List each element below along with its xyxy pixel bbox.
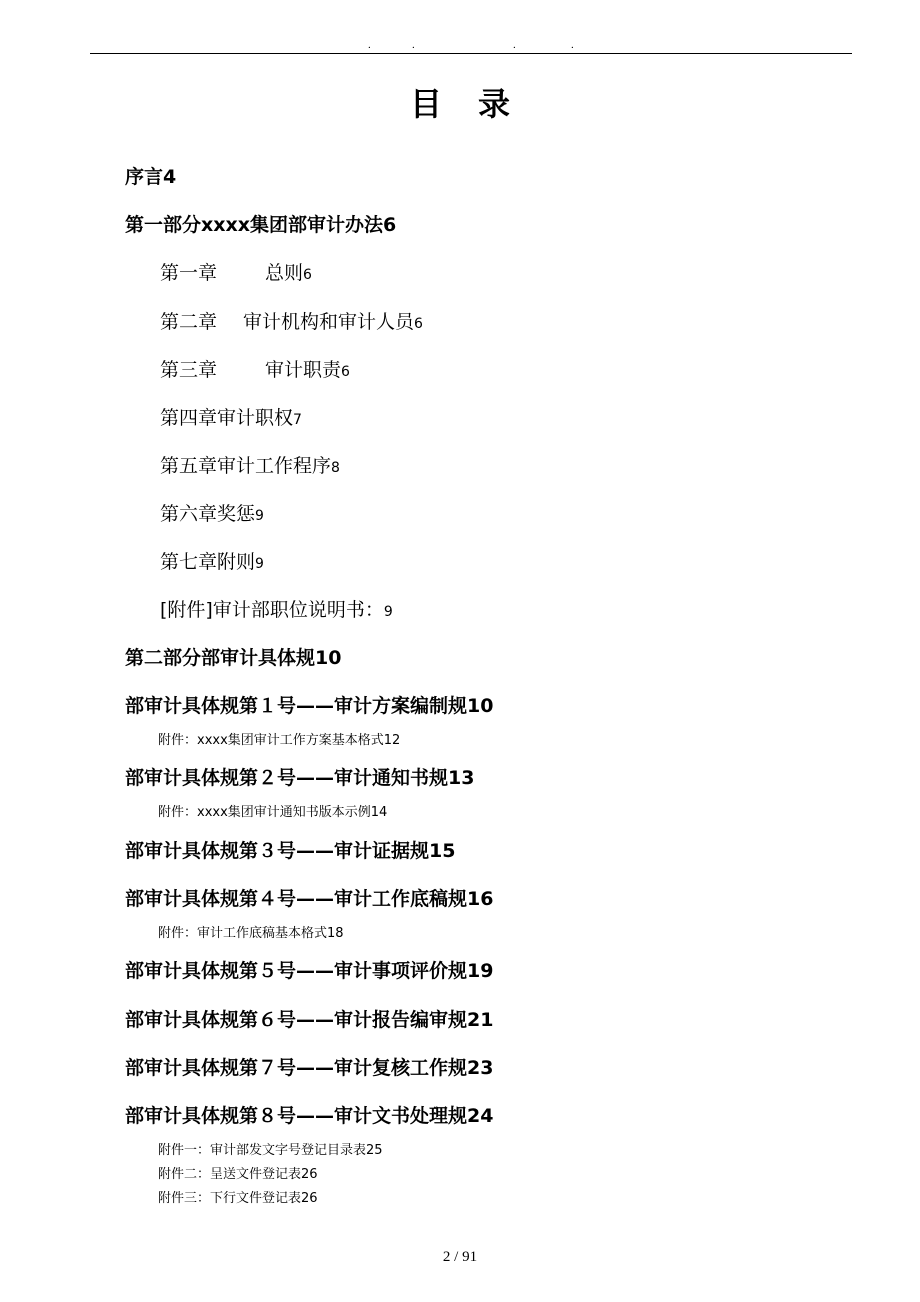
chapter-name: 审计职责 xyxy=(265,359,342,381)
toc-entry-chapter-4[interactable] xyxy=(160,406,302,432)
chapter-name: 审计工作程序 xyxy=(217,455,332,477)
toc-entry-chapter-6[interactable] xyxy=(160,502,264,528)
chapter-page: 6 xyxy=(303,267,312,283)
toc-entry-chapter-3[interactable] xyxy=(160,358,350,384)
chapter-page: 7 xyxy=(293,412,302,428)
header-rule xyxy=(90,53,852,54)
chapter-number: 第三章 xyxy=(160,359,218,381)
chapter-name: 审计部职位说明书： xyxy=(212,599,384,621)
chapter-page: 9 xyxy=(255,508,264,524)
chapter-page: 9 xyxy=(255,556,264,572)
chapter-name: 奖惩 xyxy=(217,503,256,525)
header-dot: . xyxy=(368,39,371,51)
chapter-number: 第六章 xyxy=(160,503,218,525)
chapter-number: 第七章 xyxy=(160,551,218,573)
toc-entry-chapter-5[interactable] xyxy=(160,454,340,480)
toc-entry-rule-4-attachment[interactable]: 附件：审计工作底稿基本格式18 xyxy=(158,926,344,941)
toc-entry-rule-8-attachment-3[interactable]: 附件三：下行文件登记表26 xyxy=(158,1191,318,1206)
toc-entry-chapter-1[interactable] xyxy=(160,261,312,287)
chapter-name: 附则 xyxy=(217,551,256,573)
chapter-page: 9 xyxy=(383,604,393,620)
toc-entry-rule-1-attachment[interactable]: 附件：xxxx集团审计工作方案基本格式12 xyxy=(158,733,401,748)
chapter-number: 第二章 xyxy=(160,311,218,333)
toc-entry-part-1[interactable]: 第一部分xxxx集团部审计办法6 xyxy=(125,214,397,236)
toc-entry-chapter-7[interactable] xyxy=(160,550,264,576)
toc-entry-attachment[interactable] xyxy=(160,598,393,624)
toc-entry-rule-1[interactable]: 部审计具体规第１号——审计方案编制规10 xyxy=(125,695,494,717)
toc-entry-rule-2-attachment[interactable]: 附件：xxxx集团审计通知书版本示例14 xyxy=(158,805,388,820)
chapter-number: 第四章 xyxy=(160,407,218,429)
toc-entry-rule-4[interactable]: 部审计具体规第４号——审计工作底稿规16 xyxy=(125,888,494,910)
chapter-name: 审计机构和审计人员 xyxy=(243,311,415,333)
header-dot: . xyxy=(513,39,516,51)
chapter-name: 审计职权 xyxy=(217,407,294,429)
page-number: 2 / 91 xyxy=(442,1249,478,1265)
toc-entry-chapter-2[interactable] xyxy=(160,310,423,336)
header-dot: . xyxy=(412,39,415,51)
toc-entry-preface[interactable]: 序言4 xyxy=(125,166,177,188)
chapter-page: 8 xyxy=(331,460,340,476)
toc-entry-rule-6[interactable]: 部审计具体规第６号——审计报告编审规21 xyxy=(125,1009,494,1031)
toc-entry-rule-2[interactable]: 部审计具体规第２号——审计通知书规13 xyxy=(125,767,475,789)
toc-entry-rule-8-attachment-2[interactable]: 附件二：呈送文件登记表26 xyxy=(158,1167,318,1182)
toc-entry-rule-8-attachment-1[interactable]: 附件一：审计部发文字号登记目录表25 xyxy=(158,1143,383,1158)
toc-entry-rule-3[interactable]: 部审计具体规第３号——审计证据规15 xyxy=(125,840,456,862)
chapter-page: 6 xyxy=(341,364,350,380)
chapter-name: 总则 xyxy=(265,262,304,284)
toc-entry-rule-7[interactable]: 部审计具体规第７号——审计复核工作规23 xyxy=(125,1057,494,1079)
chapter-page: 6 xyxy=(414,316,423,332)
header-marks xyxy=(0,38,920,52)
chapter-number: 第五章 xyxy=(160,455,218,477)
toc-entry-rule-5[interactable]: 部审计具体规第５号——审计事项评价规19 xyxy=(125,960,494,982)
header-dot: . xyxy=(571,39,574,51)
toc-entry-rule-8[interactable]: 部审计具体规第８号——审计文书处理规24 xyxy=(125,1105,494,1127)
chapter-number: [附件] xyxy=(160,599,213,621)
chapter-number: 第一章 xyxy=(160,262,218,284)
toc-entry-part-2[interactable]: 第二部分部审计具体规10 xyxy=(125,647,342,669)
page-title: 目录 xyxy=(409,85,546,123)
